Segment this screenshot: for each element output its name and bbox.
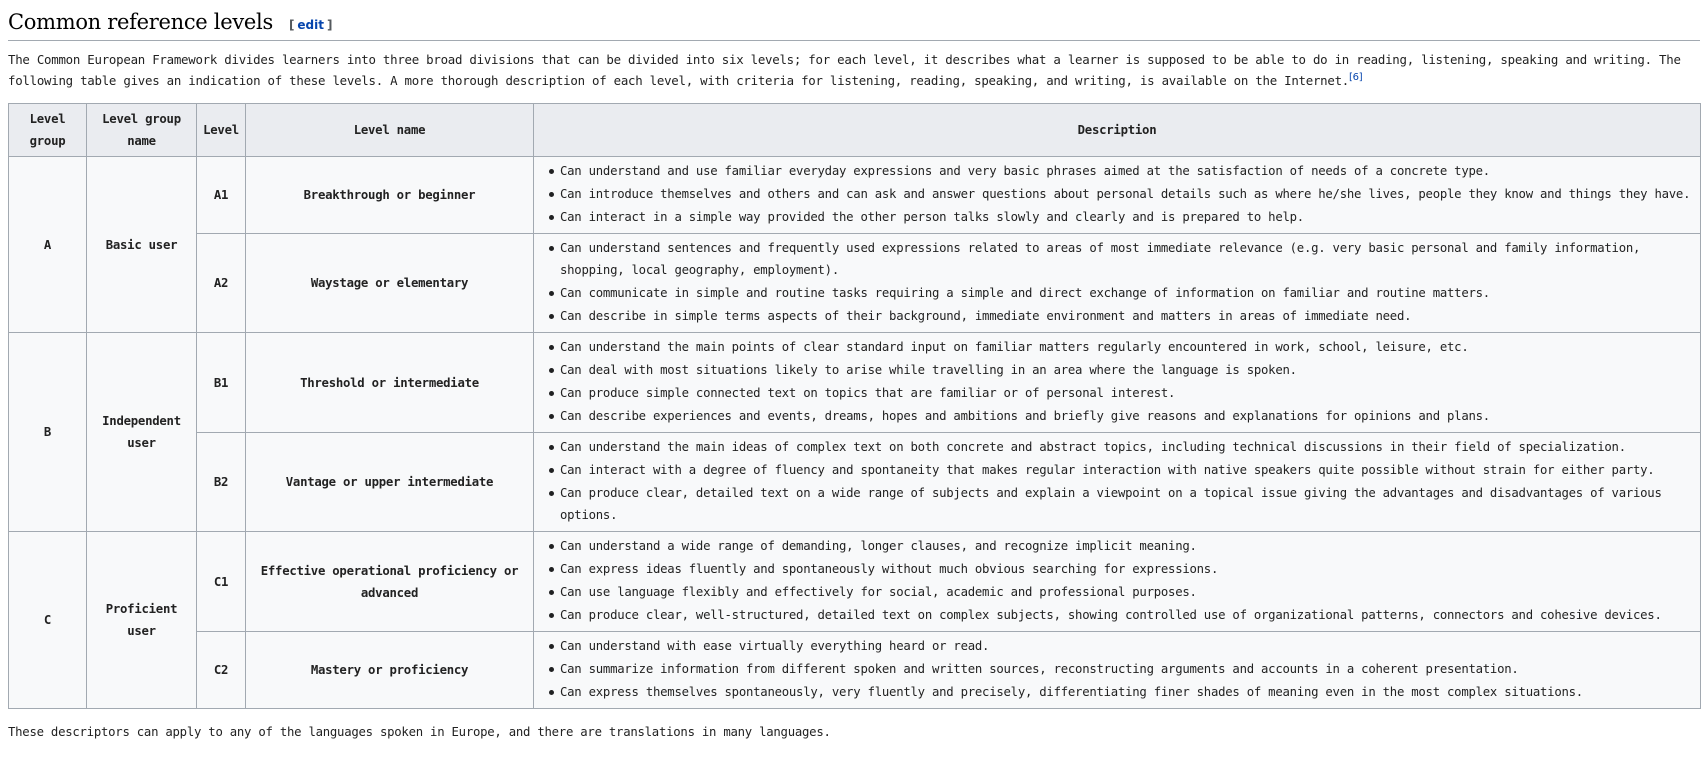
header-level-name: Level name (246, 104, 534, 157)
description-item: Can describe in simple terms aspects of their background, immediate environment and matters in areas of immediate need. (548, 305, 1692, 327)
header-level: Level (197, 104, 246, 157)
description-cell (534, 333, 1701, 433)
description-item: Can understand with ease virtually everything heard or read. (548, 635, 1692, 657)
description-item: Can introduce themselves and others and can ask and answer questions about personal details such as where he/she lives, people they know and things they have. (548, 183, 1692, 205)
level-group-name-cell: Basic user (87, 157, 197, 333)
description-list (548, 160, 1692, 228)
description-item: Can understand and use familiar everyday expressions and very basic phrases aimed at the satisfaction of needs of a concrete type. (548, 160, 1692, 182)
description-list (548, 535, 1692, 626)
level-code-cell: B2 (197, 433, 246, 532)
description-item: Can interact in a simple way provided the other person talks slowly and clearly and is prepared to help. (548, 206, 1692, 228)
description-item: Can interact with a degree of fluency and spontaneity that makes regular interaction with native speakers quite possible without strain for either party. (548, 459, 1692, 481)
description-item: Can describe experiences and events, dreams, hopes and ambitions and briefly give reasons and explanations for opinions and plans. (548, 405, 1692, 427)
level-name-cell: Vantage or upper intermediate (246, 433, 534, 532)
level-code-cell: A2 (197, 234, 246, 333)
level-name-cell: Breakthrough or beginner (246, 157, 534, 234)
description-item: Can understand the main ideas of complex text on both concrete and abstract topics, including technical discussions in their field of specialization. (548, 436, 1692, 458)
description-item: Can use language flexibly and effectively for social, academic and professional purposes. (548, 581, 1692, 603)
intro-paragraph (8, 49, 1700, 91)
level-name-cell: Mastery or proficiency (246, 632, 534, 709)
description-item: Can understand sentences and frequently used expressions related to areas of most immediate relevance (e.g. very basic personal and family information, shopping, local geography, employment). (548, 237, 1692, 281)
header-level-group: Level group (9, 104, 87, 157)
level-name-cell: Effective operational proficiency or advanced (246, 532, 534, 632)
description-item: Can produce simple connected text on topics that are familiar or of personal interest. (548, 382, 1692, 404)
section-title: Common reference levels (8, 10, 273, 34)
description-cell (534, 234, 1701, 333)
level-code-cell: B1 (197, 333, 246, 433)
edit-bracket-close: ] (327, 18, 333, 32)
level-group-cell: C (9, 532, 87, 709)
description-item: Can produce clear, detailed text on a wide range of subjects and explain a viewpoint on a topical issue giving the advantages and disadvantages of various options. (548, 482, 1692, 526)
description-cell (534, 532, 1701, 632)
edit-bracket-open: [ (288, 18, 295, 32)
section-heading (8, 0, 1700, 41)
table-header-row (9, 104, 1701, 157)
header-description: Description (534, 104, 1701, 157)
table-row (9, 632, 1701, 709)
intro-text: The Common European Framework divides learners into three broad divisions that can be divided into six levels; for each level, it describes what a learner is supposed to be able to do in reading, listening, speaking and writing. The following table gives an indication of these levels. A more thorough description of each level, with criteria for listening, reading, speaking, and writing, is available on the Internet. (8, 52, 1681, 88)
level-code-cell: C2 (197, 632, 246, 709)
level-group-name-cell: Independent user (87, 333, 197, 532)
table-row (9, 234, 1701, 333)
level-group-cell: A (9, 157, 87, 333)
description-item: Can summarize information from different spoken and written sources, reconstructing arguments and accounts in a coherent presentation. (548, 658, 1692, 680)
description-cell (534, 632, 1701, 709)
level-name-cell: Threshold or intermediate (246, 333, 534, 433)
level-group-name-cell: Proficient user (87, 532, 197, 709)
edit-section-link-wrapper (289, 18, 333, 32)
description-list (548, 436, 1692, 526)
description-item: Can communicate in simple and routine tasks requiring a simple and direct exchange of information on familiar and routine matters. (548, 282, 1692, 304)
level-group-cell: B (9, 333, 87, 532)
footer-paragraph: These descriptors can apply to any of the languages spoken in Europe, and there are translations in many languages. (8, 725, 831, 739)
description-cell (534, 157, 1701, 234)
description-item: Can express ideas fluently and spontaneously without much obvious searching for expressions. (548, 558, 1692, 580)
table-row (9, 157, 1701, 234)
description-item: Can understand a wide range of demanding, longer clauses, and recognize implicit meaning. (548, 535, 1692, 557)
citation-link[interactable]: [6] (1349, 71, 1363, 83)
level-code-cell: A1 (197, 157, 246, 234)
description-item: Can deal with most situations likely to arise while travelling in an area where the language is spoken. (548, 359, 1692, 381)
description-item: Can understand the main points of clear standard input on familiar matters regularly encountered in work, school, leisure, etc. (548, 336, 1692, 358)
table-row (9, 532, 1701, 632)
description-item: Can express themselves spontaneously, very fluently and precisely, differentiating finer shades of meaning even in the most complex situations. (548, 681, 1692, 703)
description-item: Can produce clear, well-structured, detailed text on complex subjects, showing controlled use of organizational patterns, connectors and cohesive devices. (548, 604, 1692, 626)
reference-levels-table (8, 103, 1701, 709)
table-body (9, 157, 1701, 709)
description-list (548, 237, 1692, 327)
edit-section-link[interactable]: edit (297, 18, 324, 32)
header-level-group-name: Level group name (87, 104, 197, 157)
description-cell (534, 433, 1701, 532)
table-row (9, 333, 1701, 433)
description-list (548, 336, 1692, 427)
level-name-cell: Waystage or elementary (246, 234, 534, 333)
description-list (548, 635, 1692, 703)
table-row (9, 433, 1701, 532)
level-code-cell: C1 (197, 532, 246, 632)
